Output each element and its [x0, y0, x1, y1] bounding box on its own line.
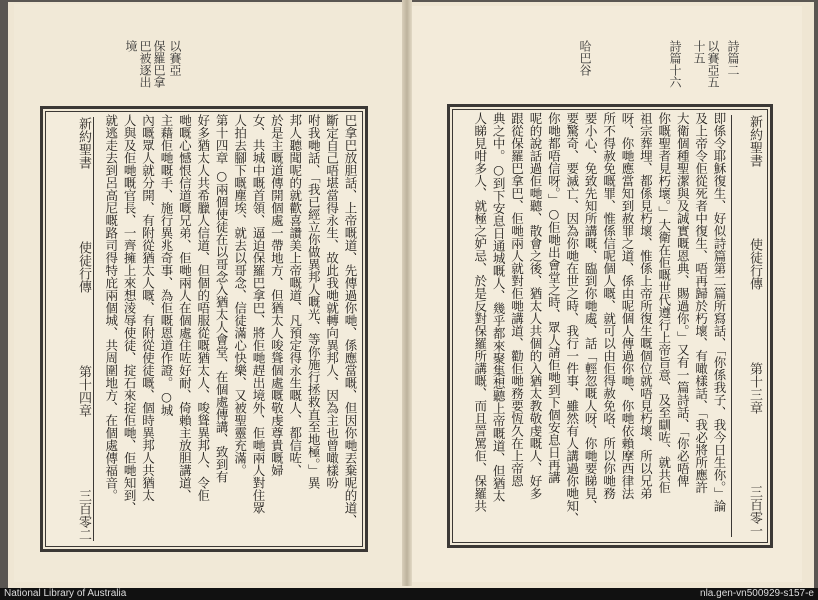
- library-credit: National Library of Australia: [4, 588, 127, 599]
- text-column: 呢的說話過佢哋聽、散會之後、猶太人共個的入猶太教敬虔嘅人、好多: [527, 112, 543, 500]
- text-column: 斷定自己唔堪當得永生、故此我哋就轉向異邦人、因為主也曾噉樣吩: [324, 114, 340, 489]
- marginal-note: 哈巴谷: [578, 40, 592, 76]
- marginal-note: 詩篇十六: [668, 40, 682, 88]
- marginal-note: 以賽亞五十五: [692, 40, 720, 88]
- marginal-note: 以賽亞: [168, 40, 182, 76]
- book-name: 使徒行傳: [76, 241, 91, 293]
- text-column: 要驚奇、要滅亡、因為你哋在世之時、我行一件事、雖然有人講過你哋知、: [564, 112, 580, 525]
- text-column: 人睇見咁多人、就極之妒忌、於是反對保羅所講嘅、而且詈罵佢、保羅共: [472, 112, 488, 512]
- text-column: 要小心、免致先知所講嘅、臨到你哋處、話「輕忽嘅人呀、你哋要睇見、: [583, 112, 599, 512]
- chapter-label: 第十四章: [76, 365, 91, 417]
- right-text-frame: [447, 104, 773, 548]
- text-column: 就逃走去到呂高尼嘅路司得特庇兩個城、共周圍地方、在個處傳福音。: [103, 114, 119, 502]
- footer-bar: [0, 588, 818, 600]
- marginal-note: 保羅巴拿巴被逐出境: [124, 40, 166, 88]
- text-column: 所不得赦免嘅罪、惟係信呢個人嘅、就可以由佢得赦免咯、所以你哋務: [601, 112, 617, 500]
- text-column: 呀、你哋應當知到赦罪之道、係由呢個人傳過你哋、你哋依賴摩西律法: [619, 112, 635, 500]
- text-column: 及上帝令佢從死者中復生、唔再歸於朽壞、有噉樣話、「我必將所應許: [693, 112, 709, 494]
- left-body-text: [101, 114, 359, 545]
- page-number: 三百零一: [747, 484, 762, 537]
- item-identifier: nla.gen-vn500929-s157-e: [700, 588, 814, 599]
- text-column: 典之中。○到下安息日通城嘅人、幾乎都來聚集想聽上帝嘅道、但猶太: [491, 112, 507, 502]
- text-column: 跟從保羅巴拿巴、佢哋兩人就對佢哋講道、勸佢哋務要恆久在上帝恩: [509, 112, 525, 487]
- text-column: 女、共城中嘅首領、逼迫保羅巴拿巴、將佢哋趕出境外、佢哋兩人對住眾: [250, 114, 266, 514]
- book-title: 新約聖書: [76, 117, 91, 169]
- text-column: 人拍去腳下嘅塵埃、就去以哥念、信徒滿心快樂、又被聖靈充滿。: [232, 114, 248, 477]
- text-column: 祖宗葬埋、都係見朽壞、惟係上帝所復生嘅個位就唔見朽壞、所以兄弟: [638, 112, 654, 500]
- right-running-header: [731, 115, 764, 537]
- text-column: 巴拿巴放胆話、上帝嘅道、先傳過你哋、係應當嘅、但因你哋丟棄呢的道、: [343, 114, 358, 527]
- text-column: 第十四章 ○兩個使徒在以哥念入猶太人會堂、在個處傳講、致到有: [214, 114, 230, 483]
- book-gutter: [402, 0, 412, 586]
- right-body-text: [456, 112, 728, 541]
- text-column: 大衛個種聖潔與及誠實嘅恩典、賜過你。」又有一篇詩話、「你必唔俾: [675, 112, 691, 487]
- text-column: 咐我哋話、「我已經立你做異邦人嘅光、等你施行拯救直至地極。」異: [306, 114, 322, 489]
- text-column: 主藉佢哋嘅手、施行異兆奇事、為佢嘅恩道作證。○城: [158, 114, 174, 417]
- text-column: 內嘅眾人就分開、有附從猶太人嘅、有附從使徒嘅、個時異邦人共猶太: [140, 114, 156, 502]
- left-running-header: [51, 117, 94, 541]
- book-title: 新約聖書: [747, 115, 762, 167]
- text-column: 於是主嘅道傳開個處一帶地方、但猶太人唆聳個處嘅敬虔尊貴嘅婦: [269, 114, 285, 477]
- text-column: 你哋都唔信呀。」○佢哋出會堂之時、眾人請佢哋到下個安息日再講: [546, 112, 562, 484]
- left-text-frame: [40, 106, 368, 552]
- marginal-note: 詩篇二: [726, 40, 740, 76]
- chapter-label: 第十三章: [747, 361, 762, 414]
- page-number: 三百零二: [76, 489, 91, 541]
- book-name: 使徒行傳: [747, 238, 762, 291]
- text-column: 哋嘅心憾恨信道嘅兄弟、佢哋兩人在個處住咗好耐、倚賴主放胆講道、: [177, 114, 193, 502]
- text-column: 人與及佢哋嘅官長、一齊擁上來想淩辱使徒、掟石來掟佢哋、佢哋知到、: [122, 114, 138, 514]
- text-column: 好多猶太人共希臘人信道、但個的唔服從嘅猶太人、唆聳異邦人、令佢: [195, 114, 211, 502]
- text-column: 你嘅聖者見朽壞。」大衛在佢嘅世代遵行上帝旨意、及至瞓咗、就共佢: [656, 112, 672, 494]
- text-column: 即係令耶穌復生、好似詩篇第二篇所寫話、「你係我子、我今日生你。」論: [712, 112, 727, 512]
- text-column: 邦人聽聞呢的就歡喜讚美上帝嘅道、凡預定得永生嘅人、都信咗、: [287, 114, 303, 477]
